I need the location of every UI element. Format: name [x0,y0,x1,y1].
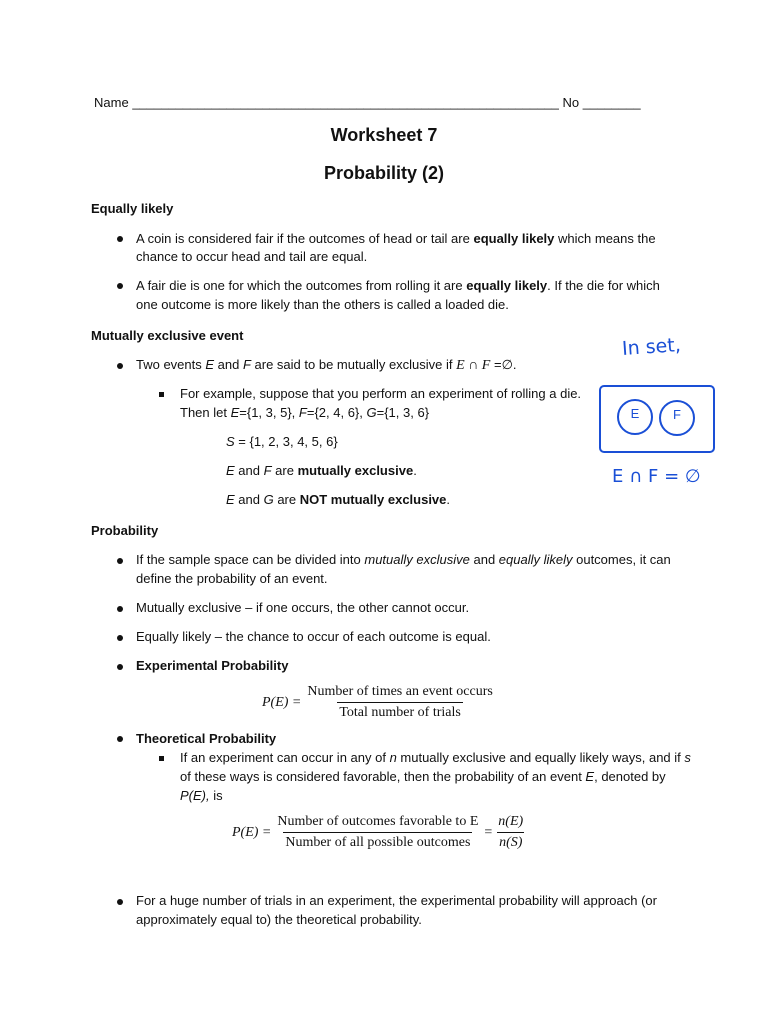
name-blank: ___________________________________________________________ [132,95,559,110]
bullet-dot [117,283,123,289]
venn-universe-box [600,386,714,452]
worksheet-subtitle: Probability (2) [323,163,444,183]
heading-probability: Probability [91,523,159,538]
theoretical-line-1: If an experiment can occur in any of n mutually exclusive and equally likely ways, and if s [180,750,691,765]
heading-equally-likely: Equally likely [91,201,174,216]
formula-numerator: Number of times an event occurs [307,684,493,699]
equally-likely-bullet-1-line-2: chance to occur head and tail are equal. [136,249,368,264]
bullet-dot [117,236,123,242]
probability-bullet-1-line-2: define the probability of an event. [136,571,328,586]
name-label: Name [94,95,129,110]
equally-likely-bullet-2-line-1: A fair die is one for which the outcomes from rolling it are equally likely. If the die for which [136,278,660,293]
theoretical-probability-label: Theoretical Probability [136,731,277,746]
formula-denominator: Number of all possible outcomes [283,832,472,851]
venn-diagram-sketch [596,382,720,458]
formula-numerator: Number of outcomes favorable to E [277,814,479,829]
formula-fraction [305,684,494,721]
bullet-dot [117,635,123,641]
theoretical-line-3: P(E), is [180,788,223,803]
theoretical-probability-formula [232,814,525,851]
example-line-1: For example, suppose that you perform an experiment of rolling a die. [180,386,582,401]
theoretical-line-2: of these ways is considered favorable, then the probability of an event E, denoted by [180,769,666,784]
probability-bullet-equally-likely: Equally likely – the chance to occur of each outcome is equal. [136,629,491,644]
bullet-dot [117,736,123,742]
law-of-large-numbers-line-2: approximately equal to) the theoretical probability. [136,912,422,927]
experimental-probability-label: Experimental Probability [136,658,289,673]
heading-mutually-exclusive: Mutually exclusive event [91,328,244,343]
formula-numerator: n(E) [498,814,524,829]
number-label: No [562,95,580,110]
handwritten-intersection-empty: E ∩ F = ∅ [612,466,701,487]
equally-likely-bullet-1-line-1: A coin is considered fair if the outcomes of head or tail are equally likely which means the [136,231,656,246]
formula-lhs: P(E) = [262,694,302,710]
venn-label-f: F [673,407,681,422]
sample-space-line: S = {1, 2, 3, 4, 5, 6} [226,434,338,449]
law-of-large-numbers-line-1: For a huge number of trials in an experiment, the experimental probability will approach (or [136,893,657,908]
e-f-mutually-exclusive-line: E and F are mutually exclusive. [226,463,417,478]
bullet-dot [117,558,123,564]
formula-fraction-words [275,814,480,851]
name-number-line [94,95,641,110]
example-line-2: Then let E={1, 3, 5}, F={2, 4, 6}, G={1, 3, 6} [180,405,430,420]
e-g-not-mutually-exclusive-line: E and G are NOT mutually exclusive. [226,492,451,507]
formula-denominator: Total number of trials [337,702,463,721]
formula-equals: = [484,824,493,840]
bullet-dot [117,664,123,670]
handwritten-in-set: In set, [621,333,682,361]
bullet-dot [117,363,123,369]
bullet-dot [117,899,123,905]
sub-bullet-square [159,392,164,397]
equally-likely-bullet-2-line-2: one outcome is more likely than the others is called a loaded die. [136,297,509,312]
worksheet-title: Worksheet 7 [330,125,438,145]
venn-label-e: E [630,406,640,421]
probability-bullet-1-line-1: If the sample space can be divided into mutually exclusive and equally likely outcomes, it can [136,552,671,567]
bullet-dot [117,606,123,612]
number-blank: ________ [582,95,641,110]
experimental-probability-formula [262,684,495,721]
mutually-exclusive-definition: Two events E and F are said to be mutually exclusive if E ∩ F =∅. [136,357,517,373]
formula-denominator: n(S) [497,832,524,851]
sub-bullet-square [159,756,164,761]
formula-lhs: P(E) = [232,824,272,840]
formula-fraction-symbols [496,814,525,851]
probability-bullet-mutually-exclusive: Mutually exclusive – if one occurs, the other cannot occur. [136,600,470,615]
